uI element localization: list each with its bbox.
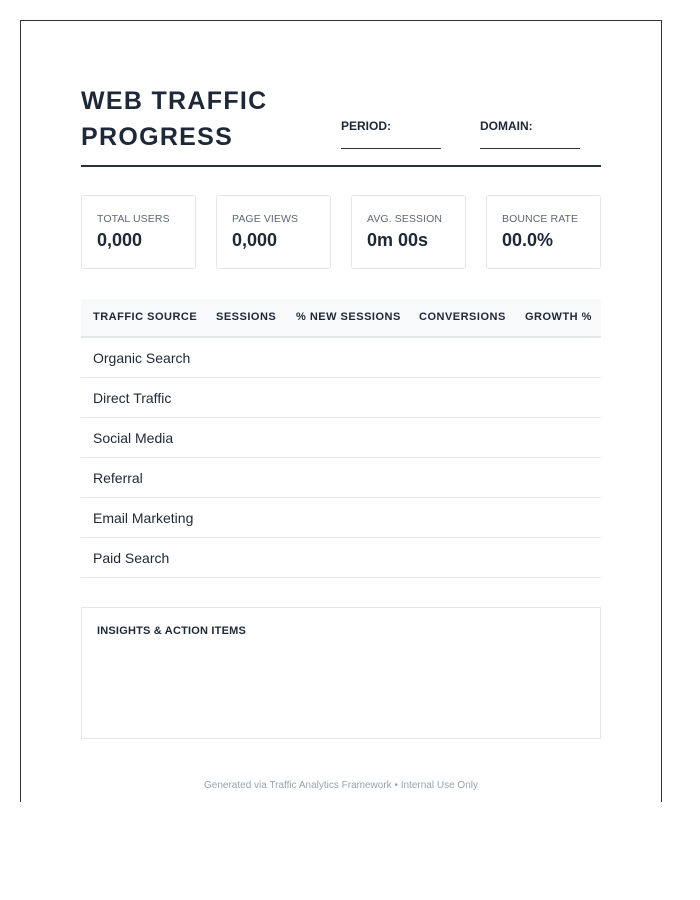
kpi-label: TOTAL USERS — [97, 213, 170, 225]
kpi-value: 0m 00s — [367, 230, 429, 250]
table-row — [81, 458, 601, 498]
kpi-label: PAGE VIEWS — [232, 213, 299, 225]
traffic-source-cell: Direct Traffic — [93, 390, 172, 406]
period-input-line[interactable] — [341, 148, 441, 149]
kpi-value: 0,000 — [97, 230, 143, 250]
traffic-table — [81, 299, 601, 578]
kpi-label: AVG. SESSION — [367, 213, 443, 225]
kpi-card-total-users — [81, 195, 196, 269]
report-page — [20, 20, 662, 802]
period-field — [341, 119, 441, 149]
kpi-cards — [81, 195, 601, 269]
column-header-new-sessions: % NEW SESSIONS — [296, 311, 401, 323]
kpi-card-avg-session — [351, 195, 466, 269]
insights-box — [81, 607, 601, 739]
kpi-value: 0,000 — [232, 230, 278, 250]
traffic-source-cell: Social Media — [93, 430, 174, 446]
table-row — [81, 378, 601, 418]
domain-field — [480, 119, 580, 149]
period-label: PERIOD: — [341, 119, 392, 133]
domain-input-line[interactable] — [480, 148, 580, 149]
traffic-source-cell: Organic Search — [93, 350, 191, 366]
table-row — [81, 498, 601, 538]
page-title: WEB TRAFFIC PROGRESS — [81, 87, 268, 151]
column-header-traffic-source: TRAFFIC SOURCE — [93, 311, 198, 323]
report-header — [81, 83, 601, 167]
table-header — [81, 299, 601, 338]
domain-label: DOMAIN: — [480, 119, 533, 133]
column-header-conversions: CONVERSIONS — [419, 311, 506, 323]
insights-body[interactable] — [97, 648, 585, 723]
table-row — [81, 538, 601, 578]
column-header-growth: GROWTH % — [525, 311, 592, 323]
table-row — [81, 338, 601, 378]
kpi-card-page-views — [216, 195, 331, 269]
traffic-source-cell: Email Marketing — [93, 510, 194, 526]
kpi-value: 00.0% — [502, 230, 554, 250]
insights-title: INSIGHTS & ACTION ITEMS — [97, 625, 247, 637]
kpi-label: BOUNCE RATE — [502, 213, 579, 225]
column-header-sessions: SESSIONS — [216, 311, 277, 323]
table-row — [81, 418, 601, 458]
kpi-card-bounce-rate — [486, 195, 601, 269]
traffic-source-cell: Referral — [93, 470, 143, 486]
traffic-source-cell: Paid Search — [93, 550, 170, 566]
footer-note: Generated via Traffic Analytics Framework • Internal Use Only — [204, 780, 478, 791]
